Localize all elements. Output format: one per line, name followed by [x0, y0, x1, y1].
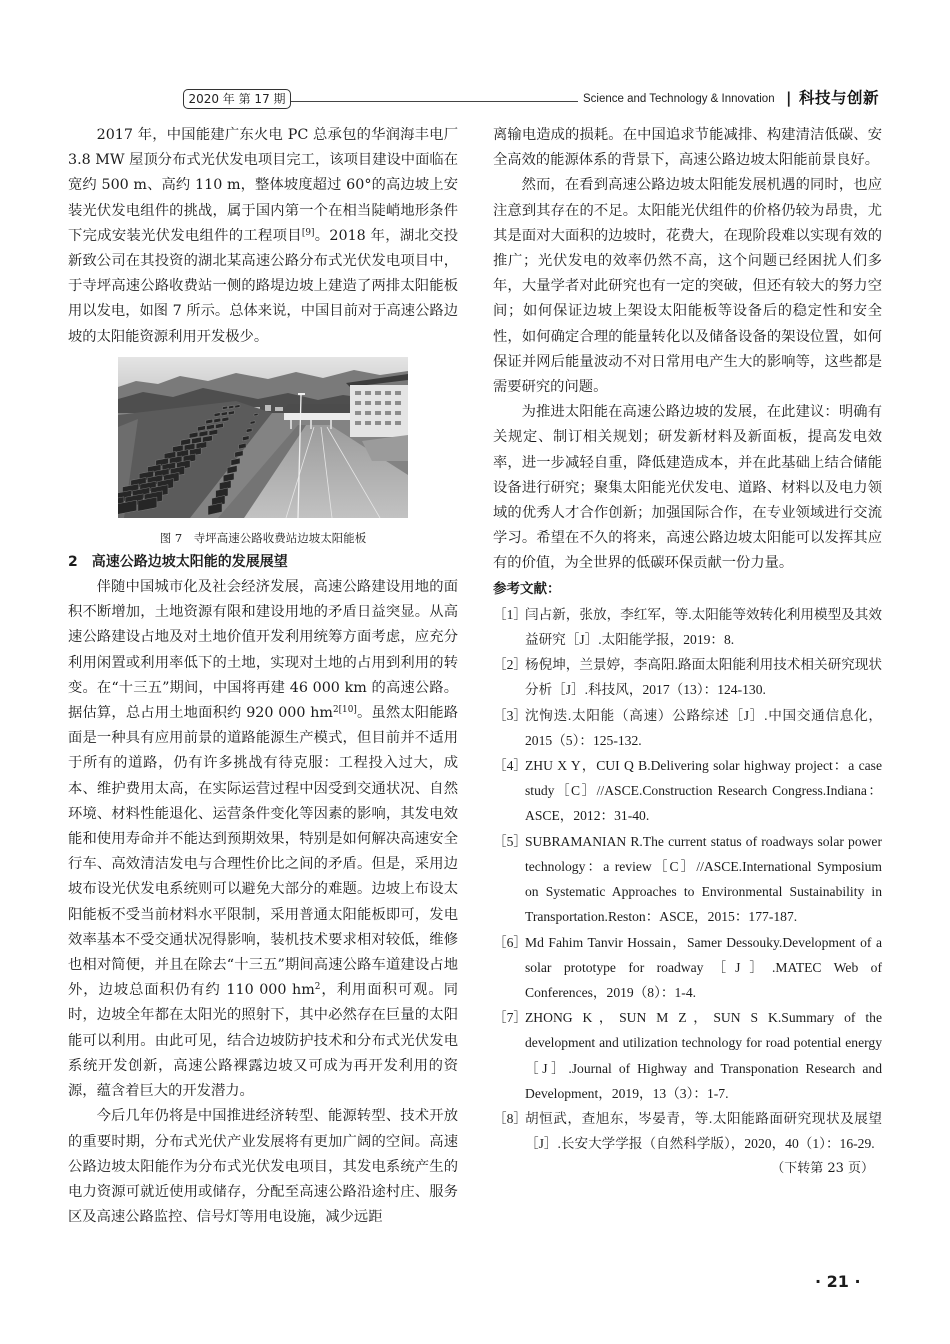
solar-panel: [254, 413, 258, 416]
paragraph: [68, 575, 458, 1104]
reference-text: ZHU X Y，CUI Q B.Delivering solar highway project：a case study［C］//ASCE.Construction Research Congress.Indiana：ASCE，2012：31-40.: [525, 758, 882, 824]
reference-number: ［1］: [493, 606, 527, 622]
section-heading: 2 高速公路边坡太阳能的发展展望: [68, 553, 288, 570]
reference-number: ［4］: [493, 758, 527, 774]
reference-item: [493, 829, 882, 930]
reference-item: [493, 652, 882, 702]
reference-text: 沈恂迭.太阳能（高速）公路综述［J］.中国交通信息化，2015（5）：125-132.: [525, 707, 882, 748]
paragraph-text: ，利用面积可观。同时，边坡全年都在太阳光的照射下，其中必然存在巨量的太阳能可以利用。由此可见，结合边坡防护技术和分布式光伏发电系统开发创新，高速公路裸露边坡又可成为再开发利用的资源，蕴含着巨大的开发潜力。: [68, 982, 458, 1100]
reference-number: ［6］: [493, 934, 527, 950]
reference-text: 闫占新，张放，李红军，等.太阳能等效转化利用模型及其效益研究［J］.太阳能学报，2019：8.: [525, 606, 882, 648]
unit-superscript: 2: [314, 982, 321, 993]
paragraph-text: 伴随中国城市化及社会经济发展，高速公路建设用地的面积不断增加，土地资源有限和建设用地的矛盾日益突显。从高速公路建设占地及对土地价值开发利用统筹方面考虑，应充分利用闲置或利用率低下的土地，实现对土地的占用到利用的转变。在“十三五”期间，中国将再建 46 000 km 的高速公路。据估算，总占用土地面积约 920 000 hm: [68, 579, 458, 722]
reference-item: [493, 602, 882, 652]
reference-number: ［5］: [493, 833, 527, 849]
reference-text: ZHONG K，SUN M Z，SUN S K.Summary of the development and utilization technology for road potential energy［J］.Journal of Highway and Transponation Research and Development，2019，13（3）：1-7.: [525, 1010, 882, 1101]
reference-number: ［2］: [493, 657, 527, 673]
citation-superscript: 2[10]: [332, 705, 357, 716]
reference-list: [493, 602, 882, 1156]
citation-superscript: [9]: [301, 227, 315, 238]
header-rule: [291, 101, 578, 102]
paragraph: 为推进太阳能在高速公路边坡的发展，在此建议：明确有关规定、制订相关规划；研发新材料及新面板，提高发电效率，进一步减轻自重，降低建造成本，并在此基础上结合储能设备进行研究；聚集太阳能光伏发电、道路、材料以及电力领域的优秀人才合作创新；加强国际合作，在专业领域进行交流学习。希望在不久的将来，高速公路边坡太阳能可以发挥其应有的价值，为全世界的低碳环保贡献一份力量。: [493, 404, 882, 572]
figure-caption: 图 7 寺坪高速公路收费站边坡太阳能板: [159, 530, 367, 545]
reference-item: [493, 703, 882, 753]
references-heading: 参考文献：: [493, 580, 561, 597]
right-column: [493, 123, 882, 1182]
reference-item: [493, 1106, 882, 1156]
light-pole-lamp: [298, 393, 305, 395]
figure-7: [118, 357, 408, 518]
figure-7-photo: [118, 357, 408, 518]
paragraph: [68, 123, 458, 350]
reference-number: ［8］: [493, 1110, 527, 1126]
paragraph-text: 2017 年，中国能建广东火电 PC 总承包的华润海丰电厂 3.8 MW 屋顶分布式光伏发电项目完工，该项目建设中面临在宽约 500 m、高约 110 m，整体坡度超过 60°的高边坡上安装光伏发电组件的挑战，属于国内第一个在相当陡峭地形条件下完成安装光伏发电组件的工程项目: [68, 127, 458, 244]
header-separator: |: [786, 89, 792, 107]
paragraph: 然而，在看到高速公路边坡太阳能发展机遇的同时，也应注意到其存在的不足。太阳能光伏组件的价格仍较为昂贵，尤其是面对大面积的边坡时，花费大，在现阶段难以实现有效的推广；光伏发电的效率仍然不高，这个问题已经困扰人们多年，大量学者对此研究也有一定的突破，但还有较大的努力空间；如何保证边坡上架设太阳能板等设备后的稳定性和安全性，如何确定合理的能量转化以及储备设备的架设位置，如何保证并网后能量波动不对日常用电产生大的影响等，这些都是需要研究的问题。: [493, 177, 882, 396]
journal-title-chinese: 科技与创新: [799, 89, 880, 107]
reference-text: SUBRAMANIAN R.The current status of roadways solar power technology：a review［C］//ASCE.International Symposium on Systematic Approaches to Environmental Sustainability in Transportation.Reston：ASCE，2015：177-187.: [525, 833, 882, 925]
left-column: [68, 123, 458, 1230]
paragraph-text: 。2018 年，湖北交投新致公司在其投资的湖北某高速公路分布式光伏发电项目中，于寺坪高速公路收费站一侧的路堤边坡上建造了两排太阳能板用以发电，如图 7 所示。总体来说，中国目前对于高速公路边坡的太阳能资源利用开发极少。: [68, 227, 459, 345]
reference-text: Md Fahim Tanvir Hossain，Samer Dessouky.Development of a solar prototype for roadway［J］.MATEC Web of Conferences，2019（8）：1-4.: [525, 934, 882, 1000]
reference-number: ［3］: [493, 707, 527, 723]
reference-text: 胡恒武，查旭东，岑晏青，等.太阳能路面研究现状及展望［J］.长安大学学报（自然科学版），2020，40（1）：16-29.: [525, 1110, 882, 1152]
continued-note: （下转第 23 页）: [771, 1161, 874, 1177]
reference-item: [493, 930, 882, 1006]
issue-label: 2020 年 第 17 期: [183, 89, 291, 109]
page-number: · 21 ·: [815, 1272, 861, 1291]
paragraph-text: 。虽然太阳能路面是一种具有应用前景的道路能源生产模式，但目前并不适用于所有的道路，仍有许多挑战有待克服：工程投入过大，成本、维护费用太高，在实际运营过程中因受到交通状况、自然环境、材料性能退化、运营条件变化等因素的影响，其发电效能和使用寿命并不能达到预期效果，特别是如何解决高速安全行车、高效清洁发电与合理性价比之间的矛盾。但是，采用边坡布设光伏发电系统则可以避免大部分的难题。边坡上布设太阳能板不受当前材料水平限制，采用普通太阳能板即可，发电效率基本不受交通状况得影响，装机技术要求相对较低，维修也相对简便，并且在除去“十三五”期间高速公路车道建设占地外，边坡总面积仍有约 110 000 hm: [68, 705, 459, 999]
paragraph-continued: 离输电造成的损耗。在中国追求节能减排、构建清洁低碳、安全高效的能源体系的背景下，高速公路边坡太阳能前景良好。: [493, 127, 882, 169]
journal-title-english: Science and Technology & Innovation: [583, 93, 775, 105]
reference-number: ［7］: [493, 1010, 527, 1026]
paragraph: 今后几年仍将是中国推进经济转型、能源转型、技术开放的重要时期，分布式光伏产业发展将有更加广阔的空间。高速公路边坡太阳能作为分布式光伏发电项目，其发电系统产生的电力资源可就近使用或储存，分配至高速公路沿途村庄、服务区及高速公路监控、信号灯等用电设施，减少远距: [68, 1108, 458, 1226]
reference-item: [493, 753, 882, 829]
reference-item: [493, 1005, 882, 1106]
reference-text: 杨倪坤，兰景婷，李高阳.路面太阳能利用技术相关研究现状分析［J］.科技风，2017（13）：124-130.: [525, 657, 882, 698]
